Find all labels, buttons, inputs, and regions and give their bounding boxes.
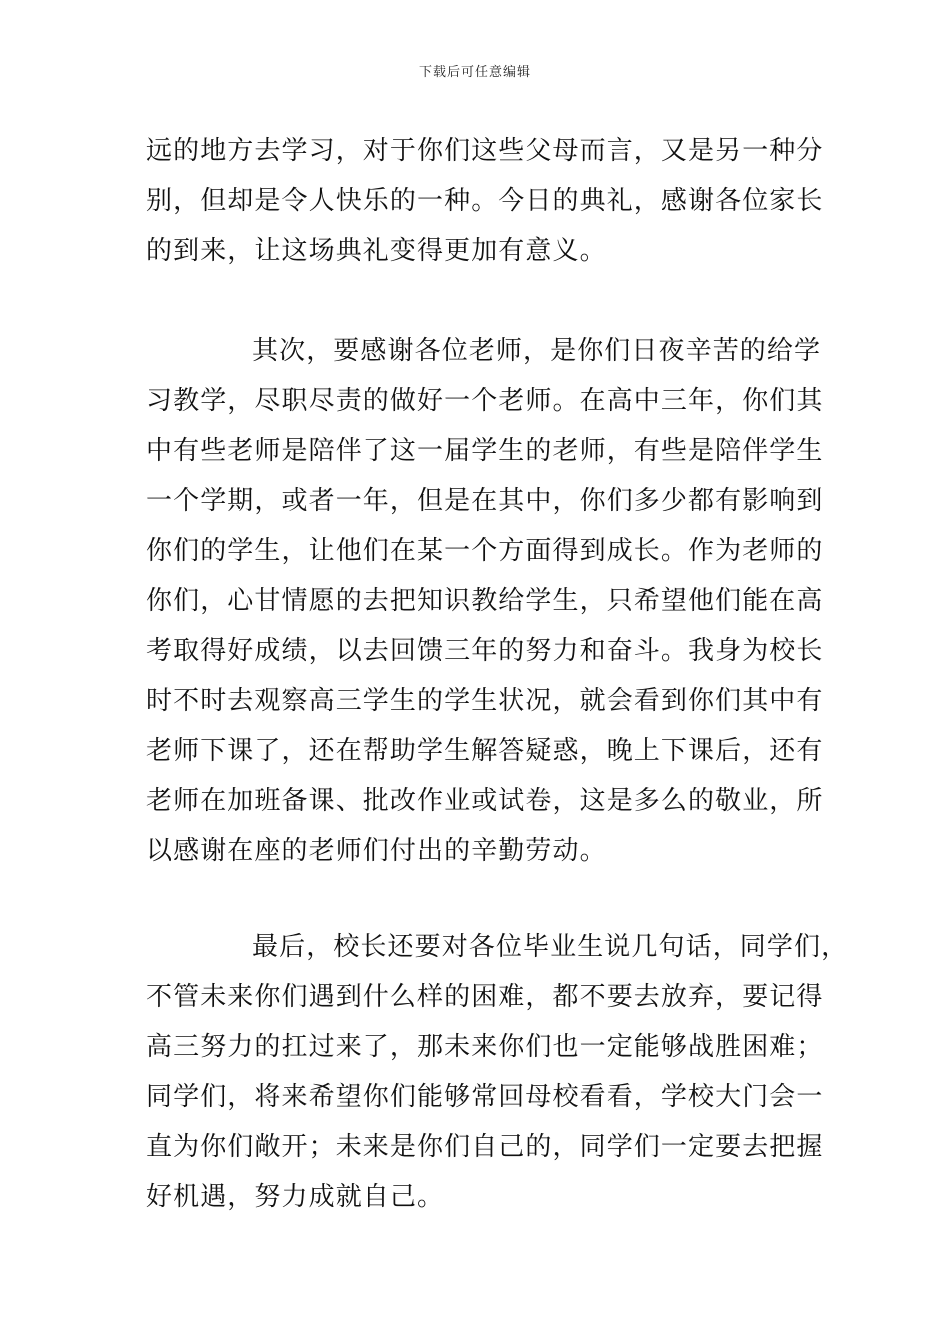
text-line: 你们的学生，让他们在某一个方面得到成长。作为老师的 (146, 536, 824, 566)
text-line: 以感谢在座的老师们付出的辛勤劳动。 (146, 836, 607, 866)
text-line: 一个学期，或者一年，但是在其中，你们多少都有影响到 (146, 486, 824, 516)
text-line: 直为你们敞开；未来是你们自己的，同学们一定要去把握 (146, 1132, 824, 1162)
text-line: 习教学，尽职尽责的做好一个老师。在高中三年，你们其 (146, 386, 824, 416)
text-line: 好机遇，努力成就自己。 (146, 1182, 445, 1212)
text-line: 不管未来你们遇到什么样的困难，都不要去放弃，要记得 (146, 982, 824, 1012)
text-line: 老师在加班备课、批改作业或试卷，这是多么的敬业，所 (146, 786, 824, 816)
text-line: 时不时去观察高三学生的学生状况，就会看到你们其中有 (146, 686, 824, 716)
text-line: 最后，校长还要对各位毕业生说几句话，同学们， (252, 932, 849, 962)
text-line: 远的地方去学习，对于你们这些父母而言，又是另一种分 (146, 136, 824, 166)
text-line: 老师下课了，还在帮助学生解答疑惑，晚上下课后，还有 (146, 736, 824, 766)
text-line: 中有些老师是陪伴了这一届学生的老师，有些是陪伴学生 (146, 436, 824, 466)
paragraph-1 (146, 126, 826, 276)
paragraph-3 (146, 922, 849, 1222)
paragraph-2 (146, 326, 826, 876)
header-note: 下载后可任意编辑 (418, 65, 531, 80)
text-line: 其次，要感谢各位老师，是你们日夜辛苦的给学 (252, 336, 822, 366)
text-line: 你们，心甘情愿的去把知识教给学生，只希望他们能在高 (146, 586, 824, 616)
text-line: 的到来，让这场典礼变得更加有意义。 (146, 236, 607, 266)
text-line: 别，但却是令人快乐的一种。今日的典礼，感谢各位家长 (146, 186, 824, 216)
text-line: 同学们，将来希望你们能够常回母校看看，学校大门会一 (146, 1082, 824, 1112)
text-line: 高三努力的扛过来了，那未来你们也一定能够战胜困难； (146, 1032, 824, 1062)
text-line: 考取得好成绩，以去回馈三年的努力和奋斗。我身为校长 (146, 636, 824, 666)
